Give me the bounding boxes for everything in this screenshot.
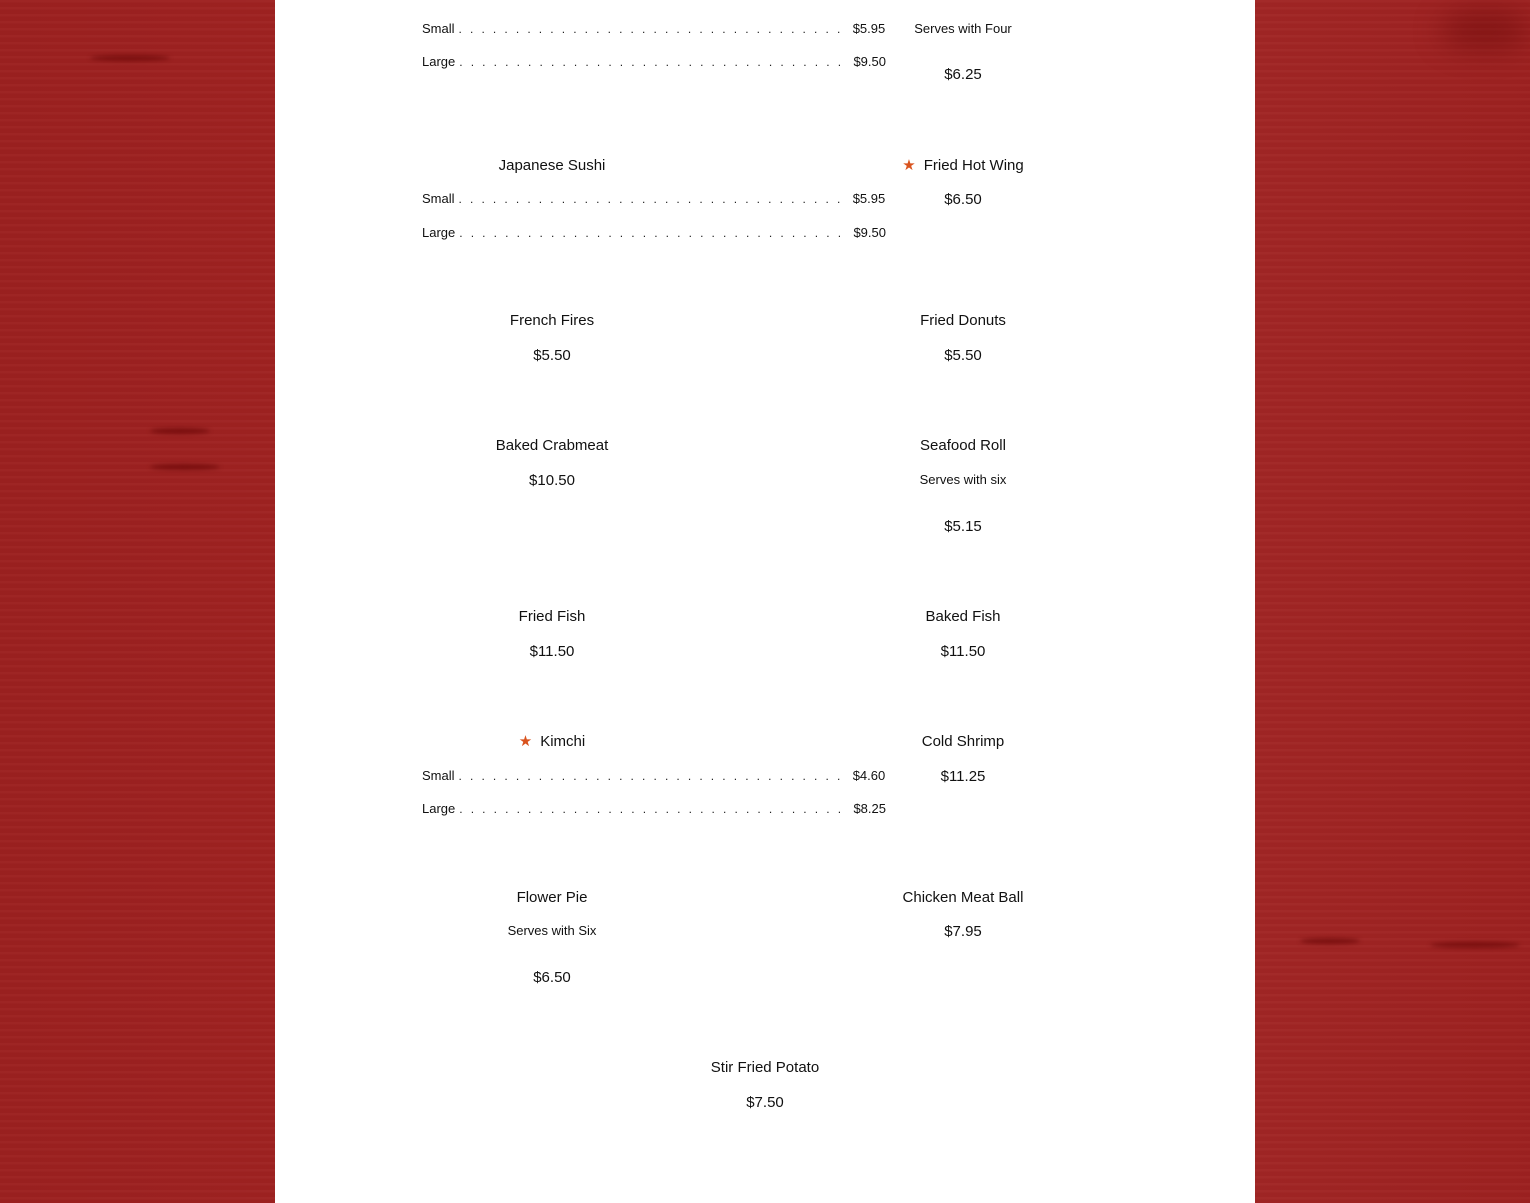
item-name: Japanese Sushi — [498, 157, 606, 174]
size-price: $8.25 — [853, 801, 886, 816]
item-name: Flower Pie — [516, 889, 588, 906]
size-row-large — [422, 801, 886, 817]
item-name: Fried Hot Wing — [923, 157, 1024, 174]
menu-page — [275, 0, 1255, 1203]
background-texture — [150, 464, 220, 470]
item-price: $11.25 — [940, 768, 986, 785]
item-name: Fried Donuts — [920, 312, 1006, 329]
size-price: $4.60 — [852, 768, 886, 783]
size-row-small — [422, 21, 886, 37]
size-row-small — [422, 191, 886, 207]
item-note: Serves with Six — [507, 923, 597, 938]
item-price: $7.50 — [746, 1094, 784, 1111]
item-price: $11.50 — [940, 643, 986, 660]
item-name: Fried Fish — [518, 608, 586, 625]
item-price: $10.50 — [529, 472, 575, 489]
background-texture — [1300, 938, 1360, 944]
item-name: French Fires — [509, 312, 595, 329]
dot-leader: . . . . . . . . . . . . . . . . . . . . . . . . . . . . . . . . . . — [458, 769, 843, 783]
background-texture — [1430, 942, 1520, 948]
item-note: Serves with Four — [914, 21, 1012, 36]
size-label: Small — [422, 191, 455, 206]
item-note: Serves with six — [919, 472, 1007, 487]
dot-leader: . . . . . . . . . . . . . . . . . . . . . . . . . . . . . . . . . . — [459, 226, 844, 240]
item-name-row — [833, 157, 1093, 175]
item-price: $5.50 — [533, 347, 571, 364]
size-row-large — [422, 225, 886, 241]
item-name: Baked Fish — [925, 608, 1001, 625]
item-name: Seafood Roll — [920, 437, 1006, 454]
size-label: Small — [422, 21, 455, 36]
item-name-row — [422, 733, 682, 751]
dot-leader: . . . . . . . . . . . . . . . . . . . . . . . . . . . . . . . . . . — [458, 192, 843, 206]
background-texture — [150, 428, 210, 434]
background-texture — [1440, 10, 1530, 50]
size-price: $5.95 — [852, 191, 886, 206]
star-icon: ★ — [902, 157, 916, 174]
dot-leader: . . . . . . . . . . . . . . . . . . . . . . . . . . . . . . . . . . — [458, 22, 843, 36]
size-price: $9.50 — [853, 225, 886, 240]
size-label: Small — [422, 768, 455, 783]
item-price: $5.15 — [944, 518, 982, 535]
item-price: $6.50 — [533, 969, 571, 986]
item-name: Cold Shrimp — [921, 733, 1005, 750]
item-price: $6.25 — [944, 66, 982, 83]
item-name: Stir Fried Potato — [710, 1059, 820, 1076]
size-label: Large — [422, 801, 456, 816]
item-name: Baked Crabmeat — [495, 437, 609, 454]
dot-leader: . . . . . . . . . . . . . . . . . . . . . . . . . . . . . . . . . . — [459, 55, 844, 69]
size-label: Large — [422, 54, 456, 69]
size-row-small — [422, 768, 886, 784]
star-icon: ★ — [518, 733, 533, 750]
background-texture — [90, 55, 170, 61]
dot-leader: . . . . . . . . . . . . . . . . . . . . . . . . . . . . . . . . . . — [459, 802, 844, 816]
item-price: $7.95 — [944, 923, 982, 940]
size-price: $5.95 — [852, 21, 886, 36]
item-price: $5.50 — [944, 347, 982, 364]
item-name: Chicken Meat Ball — [902, 889, 1024, 906]
size-label: Large — [422, 225, 456, 240]
item-name: Kimchi — [540, 733, 586, 750]
item-price: $11.50 — [529, 643, 575, 660]
size-price: $9.50 — [853, 54, 886, 69]
item-price: $6.50 — [944, 191, 982, 208]
size-row-large — [422, 54, 886, 70]
